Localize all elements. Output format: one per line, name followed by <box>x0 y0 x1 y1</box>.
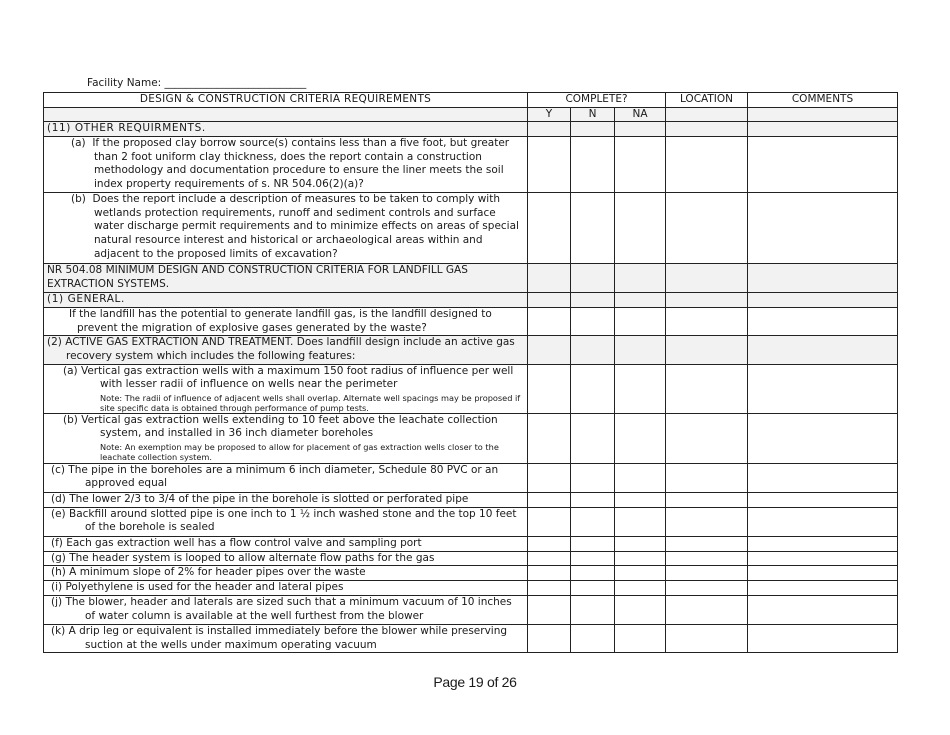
y-cell[interactable] <box>528 536 571 551</box>
table-row <box>44 536 898 551</box>
requirement-text: (f) Each gas extraction well has a flow control valve and sampling port <box>44 536 528 551</box>
y-cell[interactable] <box>528 624 571 652</box>
location-cell[interactable] <box>666 336 748 364</box>
n-cell[interactable] <box>571 364 615 413</box>
na-cell[interactable] <box>615 624 666 652</box>
table-row <box>44 492 898 507</box>
na-cell[interactable] <box>615 293 666 308</box>
na-cell[interactable] <box>615 122 666 137</box>
requirement-text: (g) The header system is looped to allow alternate flow paths for the gas <box>44 551 528 566</box>
y-cell[interactable] <box>528 507 571 536</box>
na-cell[interactable] <box>615 595 666 624</box>
item-marker: (a) <box>71 137 86 150</box>
requirement-text: (k) A drip leg or equivalent is installed immediately before the blower while preserving suction at the wells under maximum operating vacuum <box>44 624 528 652</box>
y-cell[interactable] <box>528 364 571 413</box>
comments-cell[interactable] <box>748 536 898 551</box>
comments-cell[interactable] <box>748 137 898 193</box>
comments-cell[interactable] <box>748 595 898 624</box>
comments-cell[interactable] <box>748 193 898 264</box>
na-cell[interactable] <box>615 492 666 507</box>
comments-cell[interactable] <box>748 507 898 536</box>
na-cell[interactable] <box>615 364 666 413</box>
table-row <box>44 566 898 581</box>
y-cell[interactable] <box>528 264 571 293</box>
location-cell[interactable] <box>666 193 748 264</box>
na-cell[interactable] <box>615 137 666 193</box>
requirement-text: (a) Vertical gas extraction wells with a maximum 150 foot radius of influence per well with lesser radii of influence on wells near the perimeter Note: The radii of influence of adjacent wells shall overlap. Alternate well spacings may be proposed if site specific data is obtained through performance of pump tests. <box>44 364 528 413</box>
na-cell[interactable] <box>615 336 666 364</box>
comments-cell[interactable] <box>748 308 898 336</box>
requirement-text: (i) Polyethylene is used for the header and lateral pipes <box>44 581 528 596</box>
comments-cell[interactable] <box>748 492 898 507</box>
n-cell[interactable] <box>571 293 615 308</box>
na-cell[interactable] <box>615 566 666 581</box>
location-cell[interactable] <box>666 507 748 536</box>
y-cell[interactable] <box>528 193 571 264</box>
comments-cell[interactable] <box>748 566 898 581</box>
section-heading: NR 504.08 MINIMUM DESIGN AND CONSTRUCTION CRITERIA FOR LANDFILL GAS EXTRACTION SYSTEMS. <box>44 264 528 293</box>
location-cell[interactable] <box>666 293 748 308</box>
section-heading: (2) ACTIVE GAS EXTRACTION AND TREATMENT. Does landfill design include an active gas recovery system which includes the following features: <box>44 336 528 364</box>
table-row <box>44 193 898 264</box>
criteria-table <box>43 92 898 653</box>
location-cell[interactable] <box>666 264 748 293</box>
requirement-text: (e) Backfill around slotted pipe is one inch to 1 ½ inch washed stone and the top 10 feet of the borehole is sealed <box>44 507 528 536</box>
y-cell[interactable] <box>528 551 571 566</box>
location-cell[interactable] <box>666 581 748 596</box>
na-cell[interactable] <box>615 193 666 264</box>
n-cell[interactable] <box>571 193 615 264</box>
note-text: Note: The radii of influence of adjacent wells shall overlap. Alternate well spacings may be proposed if site specific data is obtained through performance of pump tests. <box>100 392 521 413</box>
table-row <box>44 624 898 652</box>
table-row <box>44 364 898 413</box>
n-cell[interactable] <box>571 566 615 581</box>
requirement-text: (c) The pipe in the boreholes are a minimum 6 inch diameter, Schedule 80 PVC or an approved equal <box>44 463 528 492</box>
table-row <box>44 336 898 364</box>
n-cell[interactable] <box>571 308 615 336</box>
requirements-header: DESIGN & CONSTRUCTION CRITERIA REQUIREMENTS <box>44 93 528 108</box>
n-cell[interactable] <box>571 336 615 364</box>
na-cell[interactable] <box>615 463 666 492</box>
table-row <box>44 581 898 596</box>
n-cell[interactable] <box>571 463 615 492</box>
requirement-text: If the landfill has the potential to generate landfill gas, is the landfill designed to prevent the migration of explosive gases generated by the waste? <box>44 308 528 336</box>
comments-cell[interactable] <box>748 581 898 596</box>
location-cell[interactable] <box>666 308 748 336</box>
n-cell[interactable] <box>571 137 615 193</box>
section-heading: (11) OTHER REQUIRMENTS. <box>44 122 528 137</box>
y-cell[interactable] <box>528 137 571 193</box>
location-cell[interactable] <box>666 122 748 137</box>
comments-cell[interactable] <box>748 364 898 413</box>
location-cell[interactable] <box>666 137 748 193</box>
location-cell[interactable] <box>666 624 748 652</box>
requirement-text: (j) The blower, header and laterals are sized such that a minimum vacuum of 10 inches of water column is available at the well furthest from the blower <box>44 595 528 624</box>
na-cell[interactable] <box>615 264 666 293</box>
y-cell[interactable] <box>528 463 571 492</box>
location-cell[interactable] <box>666 566 748 581</box>
y-cell[interactable] <box>528 581 571 596</box>
header-row-main <box>44 93 898 108</box>
n-cell[interactable] <box>571 581 615 596</box>
y-cell[interactable] <box>528 566 571 581</box>
location-cell[interactable] <box>666 595 748 624</box>
table-row <box>44 413 898 463</box>
n-cell[interactable] <box>571 624 615 652</box>
table-row <box>44 308 898 336</box>
section-heading: (1) GENERAL. <box>44 293 528 308</box>
na-cell[interactable] <box>615 413 666 463</box>
item-marker: (b) <box>71 193 86 206</box>
n-cell[interactable] <box>571 551 615 566</box>
blank-header-cell <box>748 107 898 122</box>
comments-cell[interactable] <box>748 413 898 463</box>
item-body: If the proposed clay borrow source(s) contains less than a five foot, but greater than 2 foot uniform clay thickness, does the report contain a construction methodology and documentation procedure to ensure the liner meets the soil index property requirements of s. NR 504.06(2)(a)? <box>92 137 510 190</box>
requirement-text <box>44 137 528 193</box>
table-row <box>44 264 898 293</box>
table-row <box>44 293 898 308</box>
table-row <box>44 463 898 492</box>
y-cell[interactable] <box>528 308 571 336</box>
location-cell[interactable] <box>666 492 748 507</box>
na-cell[interactable] <box>615 536 666 551</box>
n-cell[interactable] <box>571 413 615 463</box>
comments-cell[interactable] <box>748 336 898 364</box>
na-cell[interactable] <box>615 581 666 596</box>
na-cell[interactable] <box>615 507 666 536</box>
comments-cell[interactable] <box>748 624 898 652</box>
blank-header-cell <box>44 107 528 122</box>
y-cell[interactable] <box>528 595 571 624</box>
location-cell[interactable] <box>666 413 748 463</box>
n-cell[interactable] <box>571 536 615 551</box>
y-cell[interactable] <box>528 293 571 308</box>
n-cell[interactable] <box>571 595 615 624</box>
y-cell[interactable] <box>528 413 571 463</box>
table-row <box>44 137 898 193</box>
page-number: Page 19 of 26 <box>433 674 517 690</box>
requirement-text: (h) A minimum slope of 2% for header pipes over the waste <box>44 566 528 581</box>
n-cell[interactable] <box>571 492 615 507</box>
comments-header: COMMENTS <box>748 93 898 108</box>
requirement-text <box>44 193 528 264</box>
y-header: Y <box>528 107 571 122</box>
table-row <box>44 595 898 624</box>
na-cell[interactable] <box>615 308 666 336</box>
location-header: LOCATION <box>666 93 748 108</box>
requirement-text: (d) The lower 2/3 to 3/4 of the pipe in the borehole is slotted or perforated pipe <box>44 492 528 507</box>
comments-cell[interactable] <box>748 264 898 293</box>
table-row <box>44 551 898 566</box>
n-cell[interactable] <box>571 122 615 137</box>
complete-header: COMPLETE? <box>528 93 666 108</box>
na-header: NA <box>615 107 666 122</box>
comments-cell[interactable] <box>748 463 898 492</box>
y-cell[interactable] <box>528 122 571 137</box>
location-cell[interactable] <box>666 551 748 566</box>
n-cell[interactable] <box>571 507 615 536</box>
blank-header-cell <box>666 107 748 122</box>
y-cell[interactable] <box>528 336 571 364</box>
location-cell[interactable] <box>666 364 748 413</box>
location-cell[interactable] <box>666 536 748 551</box>
facility-name-label: Facility Name: ___________________________ <box>87 77 307 89</box>
comments-cell[interactable] <box>748 122 898 137</box>
comments-cell[interactable] <box>748 293 898 308</box>
table-row <box>44 507 898 536</box>
na-cell[interactable] <box>615 551 666 566</box>
comments-cell[interactable] <box>748 551 898 566</box>
n-cell[interactable] <box>571 264 615 293</box>
n-header: N <box>571 107 615 122</box>
note-text: Note: An exemption may be proposed to allow for placement of gas extraction wells closer to the leachate collection system. <box>100 441 499 462</box>
y-cell[interactable] <box>528 492 571 507</box>
item-body: Does the report include a description of measures to be taken to comply with wetlands protection requirements, runoff and sediment controls and surface water discharge permit requirements and to minimize effects on areas of special natural resource interest and historical or archaeological areas within and adjacent to the proposed limits of excavation? <box>92 193 519 260</box>
table-row <box>44 122 898 137</box>
location-cell[interactable] <box>666 463 748 492</box>
header-row-sub <box>44 107 898 122</box>
requirement-text: (b) Vertical gas extraction wells extending to 10 feet above the leachate collection system, and installed in 36 inch diameter boreholes Note: An exemption may be proposed to allow for placement of gas extraction wells closer to the leachate collection system. <box>44 413 528 463</box>
